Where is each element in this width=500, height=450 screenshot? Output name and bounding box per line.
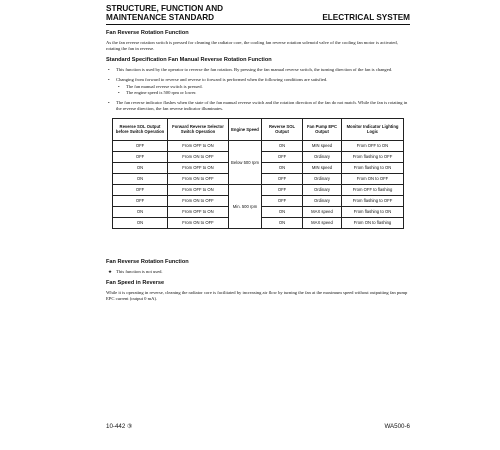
table-cell: ON xyxy=(113,173,168,184)
section4-heading: Fan Speed in Reverse xyxy=(106,279,165,286)
section3-heading: Fan Reverse Rotation Function xyxy=(106,258,189,265)
table-cell: OFF xyxy=(262,184,303,195)
table-cell: Ordinary xyxy=(303,173,342,184)
table-header-row xyxy=(113,118,404,140)
table-cell: From flashing to ON xyxy=(342,206,404,217)
bullet-icon: • xyxy=(108,100,110,106)
table-cell: OFF xyxy=(113,184,168,195)
table-cell: From flashing to ON xyxy=(342,162,404,173)
table-cell: From flashing to OFF xyxy=(342,195,404,206)
table-header-cell: Monitor Indicator Lighting Logic xyxy=(342,118,404,140)
star-note xyxy=(106,269,410,275)
table-cell: ON xyxy=(113,217,168,228)
bullet-icon: • xyxy=(118,90,120,96)
document-body xyxy=(106,29,410,302)
page-number: 10-442 ③ xyxy=(106,423,133,430)
table-cell: ON xyxy=(113,162,168,173)
section1-text: As the fan reverse rotation switch is pressed for cleaning the radiator core, the cooling fan reverse rotation solenoid valve of the cooling fan motor is activated, rotating the fan in reverse. xyxy=(106,40,398,52)
table-row xyxy=(113,184,404,195)
table-cell: From ON to OFF xyxy=(168,195,229,206)
table-cell: From OFF to flashing xyxy=(342,184,404,195)
table-cell: From OFF to ON xyxy=(168,184,229,195)
sub-bullet-text: The engine speed is 500 rpm or lower. xyxy=(126,90,197,96)
section2-heading: Standard Specification Fan Manual Reverse Rotation Function xyxy=(106,57,272,64)
model-number: WA500-6 xyxy=(384,423,410,430)
header-rule xyxy=(106,24,410,25)
table-cell: MAX speed xyxy=(303,206,342,217)
bullet-icon: • xyxy=(108,67,110,73)
table-cell: OFF xyxy=(113,195,168,206)
table-cell: From ON to OFF xyxy=(168,151,229,162)
table-header-cell: Engine Speed xyxy=(229,118,262,140)
fan-reverse-logic-table xyxy=(112,118,404,229)
table-cell: OFF xyxy=(262,195,303,206)
bullet-item xyxy=(106,100,410,112)
table-cell: MIN speed xyxy=(303,140,342,151)
table-cell: From ON to OFF xyxy=(168,217,229,228)
page-footer xyxy=(106,423,410,430)
table-cell: OFF xyxy=(262,151,303,162)
table-cell: ON xyxy=(262,140,303,151)
star-note-text: This function is not used. xyxy=(116,268,163,274)
engine-speed-cell: Below 500 rpm xyxy=(229,140,262,184)
bullet-icon: • xyxy=(118,83,120,89)
table-cell: Ordinary xyxy=(303,184,342,195)
table-cell: From ON to OFF xyxy=(168,173,229,184)
table-cell: Ordinary xyxy=(303,195,342,206)
bullet-icon: • xyxy=(108,76,110,82)
page-header xyxy=(106,4,410,22)
table-cell: From OFF to ON xyxy=(168,140,229,151)
header-title-line2: MAINTENANCE STANDARD xyxy=(106,13,215,22)
star-icon: ★ xyxy=(108,268,113,274)
table-cell: OFF xyxy=(113,140,168,151)
table-cell: ON xyxy=(262,162,303,173)
table-cell: Ordinary xyxy=(303,151,342,162)
table-cell: ON xyxy=(262,206,303,217)
section4-text: While it is operating in reverse, cleaning the radiator core is facilitated by increasing air flow by turning the fan at the maximum speed without outputting fan pump EPC current (output 0 mA). xyxy=(106,289,408,302)
section1-heading: Fan Reverse Rotation Function xyxy=(106,30,189,36)
table-cell: OFF xyxy=(262,173,303,184)
table-cell: From ON to OFF xyxy=(342,173,404,184)
bullet-text: The fan reverse indicator flashes when the state of the fan manual reverse switch and the rotation direction of the fan do not match. While the fan is rotating in the reverse direction, the fan reverse indicator illuminates. xyxy=(116,100,408,112)
header-section: ELECTRICAL SYSTEM xyxy=(322,13,410,22)
table-cell: ON xyxy=(262,217,303,228)
bullet-text: Changing from forward to reverse and reverse to forward is performed when the following conditions are satisfied. xyxy=(116,76,328,82)
table-header-cell: Reverse SOL Output before Switch Operation xyxy=(113,118,168,140)
table-cell: From OFF to ON xyxy=(168,206,229,217)
table-header-cell: Fan Pump EPC Output xyxy=(303,118,342,140)
table-header-cell: Forward Reverse Selector Switch Operation xyxy=(168,118,229,140)
table-cell: From OFF to ON xyxy=(168,162,229,173)
engine-speed-cell: Min. 500 rpm xyxy=(229,184,262,228)
bullet-text: This function is used by the operator to reverse the fan rotation. By pressing the fan manual reverse switch, the turning direction of the fan is changed. xyxy=(116,67,393,73)
table-cell: From ON to flashing xyxy=(342,217,404,228)
bullet-item xyxy=(106,77,410,83)
table-row xyxy=(113,140,404,151)
table-cell: From flashing to OFF xyxy=(342,151,404,162)
table-cell: OFF xyxy=(113,151,168,162)
sub-bullet-text: The fan manual reverse switch is pressed. xyxy=(126,83,203,89)
header-title-line1: STRUCTURE, FUNCTION AND xyxy=(106,4,224,13)
table-header-cell: Reverse SOL Output xyxy=(262,118,303,140)
table-cell: ON xyxy=(113,206,168,217)
table-cell: MIN speed xyxy=(303,162,342,173)
bullet-item xyxy=(106,67,410,73)
table-cell: MAX speed xyxy=(303,217,342,228)
table-cell: From OFF to ON xyxy=(342,140,404,151)
sub-bullet-item xyxy=(106,90,410,96)
